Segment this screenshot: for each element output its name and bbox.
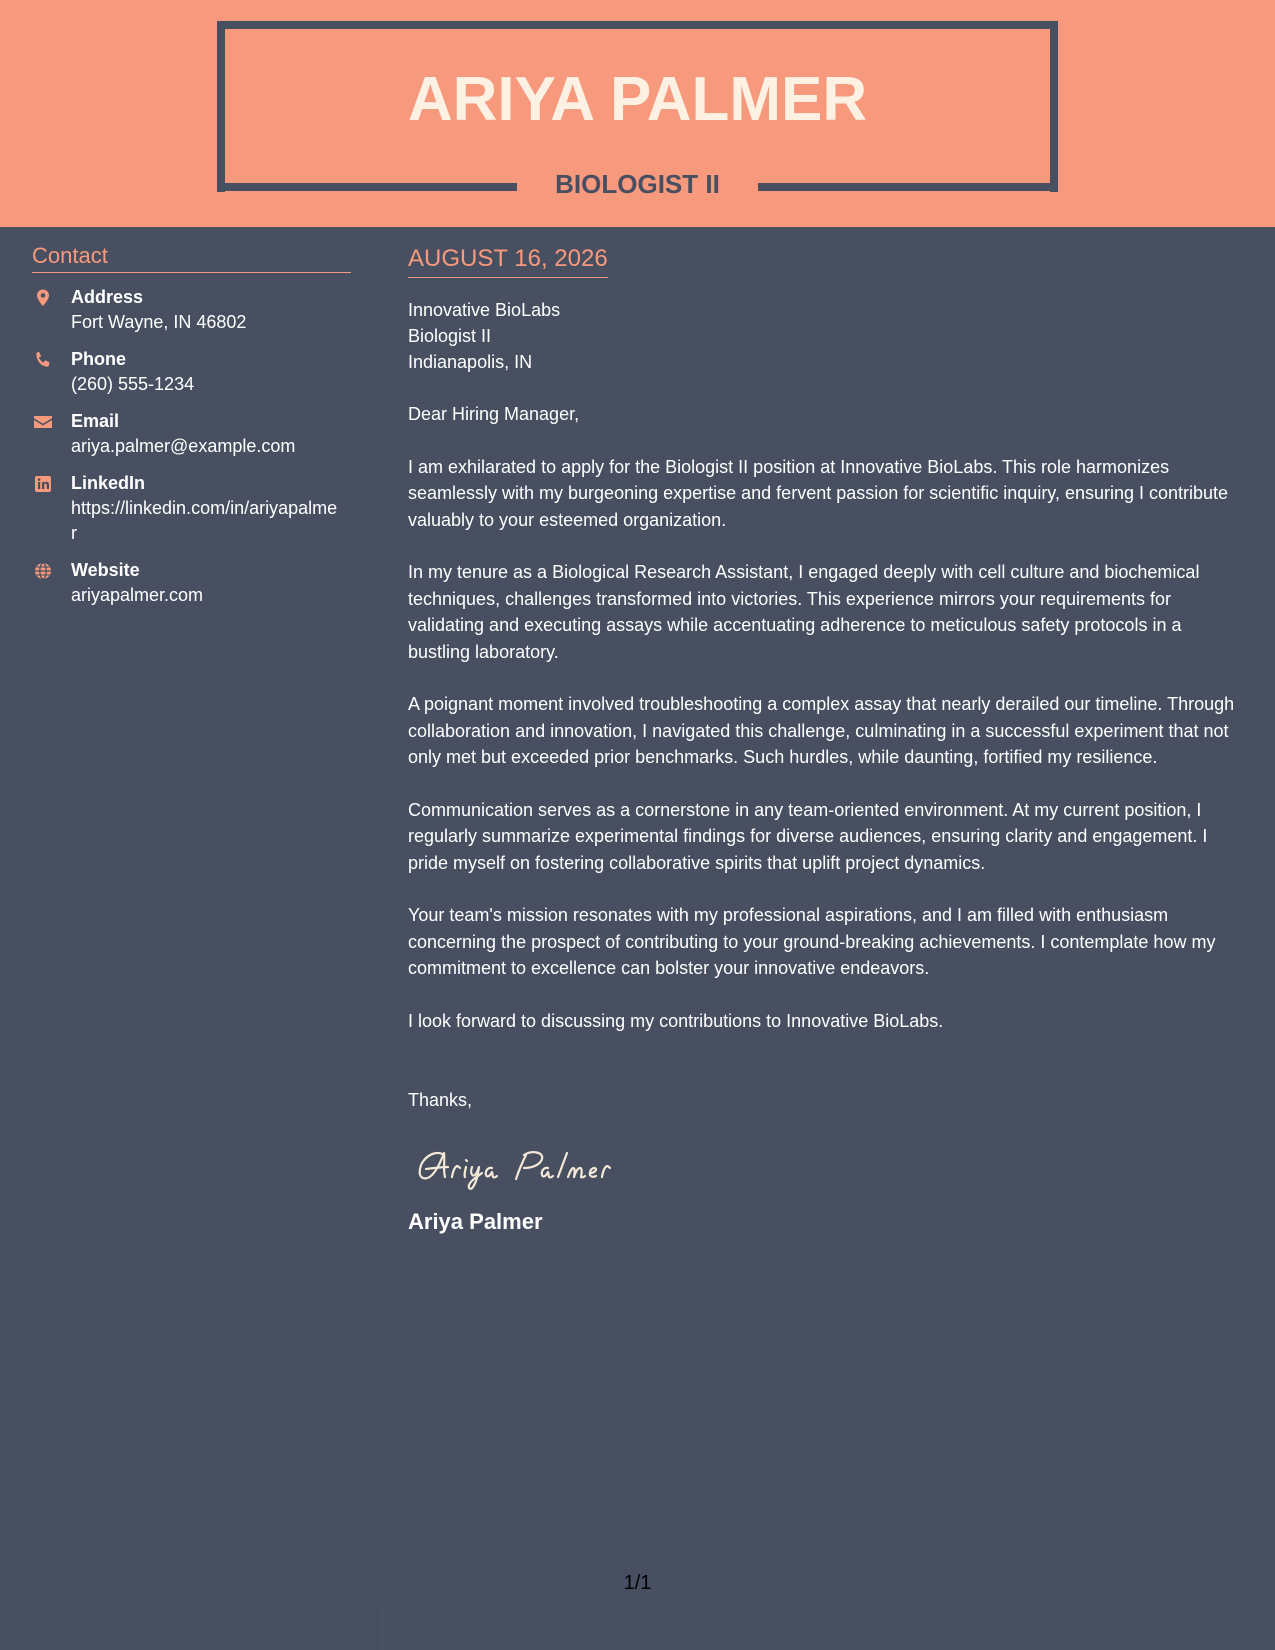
contact-label: Address: [71, 287, 144, 307]
envelope-icon: [33, 412, 53, 432]
letter-body: [408, 242, 1248, 1237]
contact-heading: Contact: [32, 242, 351, 273]
job-title: BIOLOGIST II: [555, 169, 720, 199]
handwritten-signature: [408, 1133, 1248, 1193]
signoff: Thanks,: [408, 1090, 473, 1110]
column-divider: [382, 1605, 383, 1650]
paragraph: A poignant moment involved troubleshooting a complex assay that nearly derailed our timeline. Through collaboration and innovation, I navigated this challenge, culminating in a successful experiment that not only met but exceeded prior benchmarks. Such hurdles, while daunting, fortified my resilience.: [408, 694, 1235, 767]
contact-sidebar: [32, 242, 352, 608]
phone-icon: [33, 350, 53, 370]
contact-label: Website: [71, 560, 140, 580]
linkedin-value[interactable]: https://linkedin.com/in/ariyapalmer: [71, 498, 338, 543]
paragraph: I am exhilarated to apply for the Biologist II position at Innovative BioLabs. This role harmonizes seamlessly with my burgeoning expertise and fervent passion for scientific inquiry, ensuring I contribute valuably to your esteemed organization.: [408, 456, 1229, 530]
recipient-location: Indianapolis, IN: [408, 352, 533, 372]
signer-name: Ariya Palmer: [408, 1209, 543, 1234]
title-frame-rule-left: [217, 183, 517, 191]
page-number: 1/1: [623, 1572, 652, 1594]
address-value: Fort Wayne, IN 46802: [71, 312, 247, 332]
globe-icon: [33, 561, 53, 581]
recipient-company: Innovative BioLabs: [408, 300, 561, 320]
applicant-name: ARIYA PALMER: [407, 65, 868, 134]
paragraph: I look forward to discussing my contributions to Innovative BioLabs.: [408, 1010, 944, 1031]
greeting: Dear Hiring Manager,: [408, 404, 580, 424]
contact-label: Email: [71, 411, 120, 431]
linkedin-icon: [33, 474, 53, 494]
website-value[interactable]: ariyapalmer.com: [71, 585, 204, 605]
contact-item-website: [32, 558, 352, 608]
header-banner: [0, 0, 1275, 227]
contact-label: Phone: [71, 349, 127, 369]
signature-image: [408, 1133, 668, 1193]
contact-item-address: [32, 285, 352, 335]
letter-date: AUGUST 16, 2026: [408, 242, 608, 278]
contact-item-phone: [32, 347, 352, 397]
recipient-position: Biologist II: [408, 326, 492, 346]
email-value[interactable]: ariya.palmer@example.com: [71, 436, 296, 456]
recipient-block: [408, 297, 1248, 375]
contact-label: LinkedIn: [71, 473, 146, 493]
phone-value: (260) 555-1234: [71, 374, 195, 394]
contact-item-linkedin: [32, 471, 352, 546]
paragraph: Communication serves as a cornerstone in any team-oriented environment. At my current position, I regularly summarize experimental findings for diverse audiences, ensuring clarity and engagement. I pride myself on fostering collaborative spirits that uplift project dynamics.: [408, 799, 1208, 873]
paragraph: In my tenure as a Biological Research Assistant, I engaged deeply with cell culture and biochemical techniques, challenges transformed into victories. This experience mirrors your requirements for validating and executing assays while accentuating adherence to meticulous safety protocols in a bustling laboratory.: [408, 562, 1200, 662]
title-frame-rule-right: [758, 183, 1058, 191]
paragraph: Your team's mission resonates with my professional aspirations, and I am filled with enthusiasm concerning the prospect of contributing to your ground-breaking achievements. I contemplate how my commitment to excellence can bolster your innovative endeavors.: [408, 905, 1216, 978]
contact-item-email: [32, 409, 352, 459]
map-pin-icon: [33, 288, 53, 308]
